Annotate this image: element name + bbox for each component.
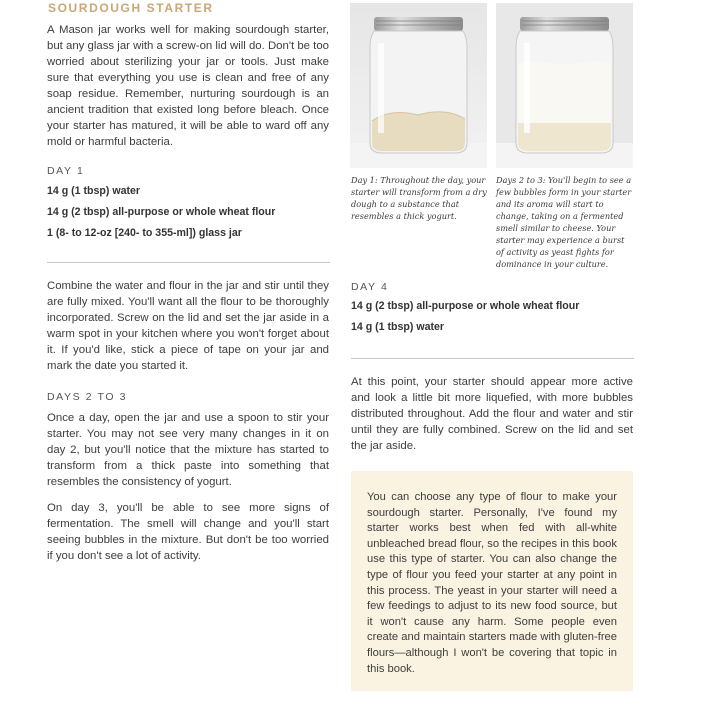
days2to3-paragraph-1: Once a day, open the jar and use a spoon to stir your starter. You may not see very many changes in it on day 2, but you'll notice that the mixture has started to transform from a thick paste into something that resembles the consistency of yogurt. [47, 412, 329, 488]
day4-ingredient: 14 g (1 tbsp) water [351, 321, 445, 333]
divider [351, 358, 634, 359]
photo-caption-days2to3: Days 2 to 3: You'll begin to see a few bubbles form in your starter and its aroma will start to change, taking on a fermented smell similar to cheese. Your starter may experience a burst of activity as yeast fights for dominance in your culture. [496, 175, 632, 269]
jar-photo-day1 [350, 3, 487, 168]
day4-label: DAY 4 [351, 281, 389, 293]
section-heading: SOURDOUGH STARTER [48, 1, 214, 15]
tip-text: You can choose any type of flour to make your sourdough starter. Personally, I've found my starter works best when fed with all-white unbleached bread flour, so the recipes in this book use this type of starter. You can also change the type of flour you feed your starter at any point in this process. The yeast in your starter will need a few feedings to adjust to its new food source, but it won't cause any harm. Some people even create and maintain starters made with gluten-free flours—although I won't be covering that topic in this book. [367, 491, 617, 675]
day1-ingredient: 14 g (2 tbsp) all-purpose or whole wheat flour [47, 206, 276, 218]
day1-ingredient: 14 g (1 tbsp) water [47, 185, 141, 197]
jar-day1-illustration [350, 3, 487, 168]
days2to3-paragraph-2: On day 3, you'll be able to see more signs of fermentation. The smell will change and you'll start seeing bubbles in the mixture. But don't be too worried if you don't see a lot of activity. [47, 502, 329, 562]
day4-instructions: At this point, your starter should appear more active and look a little bit more liquefied, with more bubbles distributed throughout. Add the flour and water and stir until they are fully combined. Screw on the lid and set the jar aside. [351, 376, 633, 452]
days2to3-label: DAYS 2 TO 3 [47, 391, 128, 403]
jar-days2to3-illustration [496, 3, 633, 168]
intro-paragraph: A Mason jar works well for making sourdough starter, but any glass jar with a screw-on lid will do. Don't be too worried about sterilizing your jar or tools. Just make sure that everything you use is clean and free of any soap residue. Remember, nurturing sourdough is an ancient tradition that existed long before bleach. Once your starter has matured, it will be able to ward off any mold or harmful bacteria. [47, 24, 330, 148]
day4-ingredient: 14 g (2 tbsp) all-purpose or whole wheat flour [351, 300, 580, 312]
photo-caption-day1: Day 1: Throughout the day, your starter will transform from a dry dough to a substance that resembles a thick yogurt. [351, 175, 487, 221]
day1-instructions: Combine the water and flour in the jar and stir until they are fully mixed. You'll want all the flour to be thoroughly incorporated. Screw on the lid and set the jar aside in a warm spot in your kitchen where you won't forget about it. If you'd like, stick a piece of tape on your jar and mark the date you started it. [47, 280, 329, 372]
divider [47, 262, 330, 263]
day1-label: DAY 1 [47, 165, 85, 177]
jar-photo-days2to3 [496, 3, 633, 168]
day1-ingredient: 1 (8- to 12-oz [240- to 355-ml]) glass jar [47, 227, 242, 239]
